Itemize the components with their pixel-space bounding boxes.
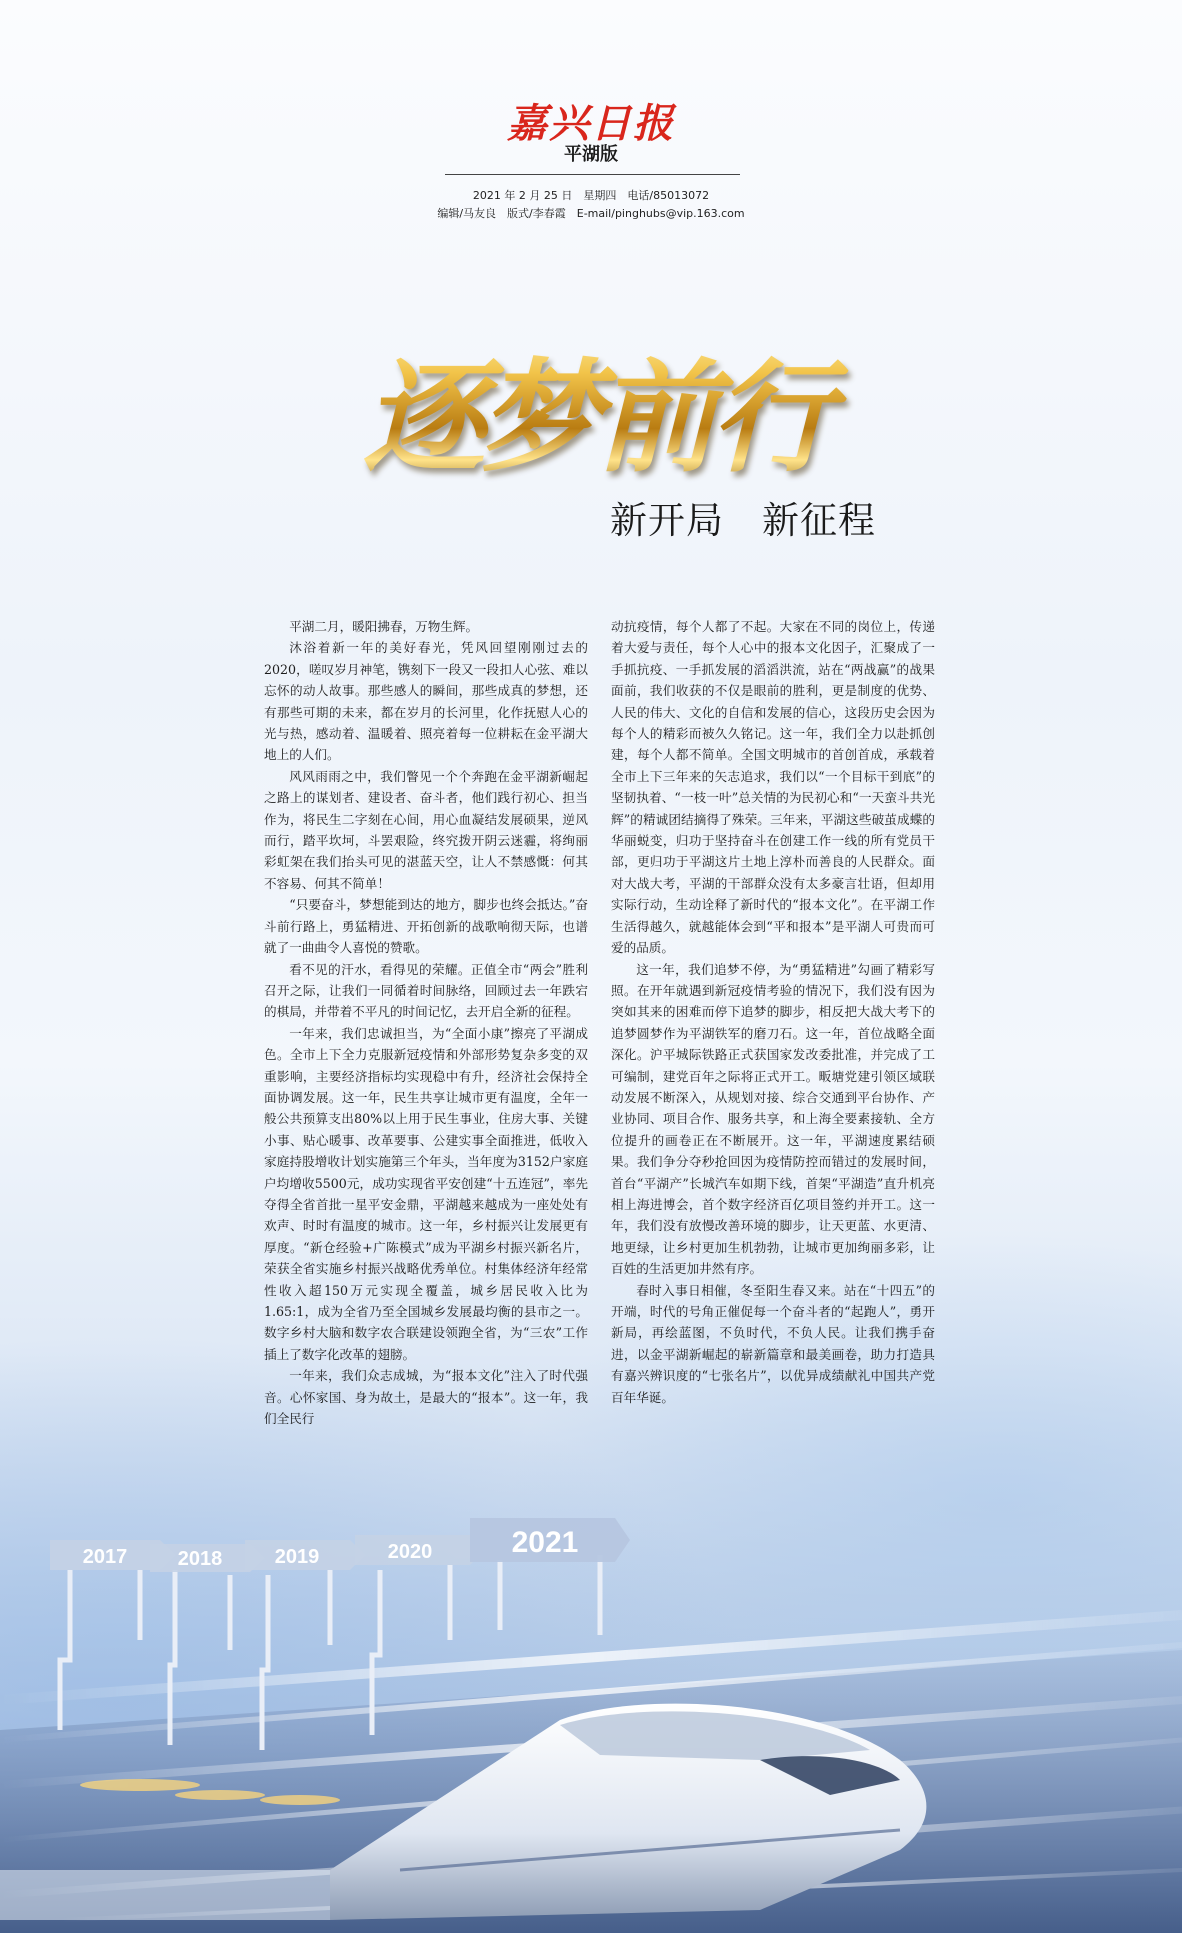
paragraph: 一年来，我们忠诚担当，为“全面小康”擦亮了平湖成色。全市上下全力克服新冠疫情和外部形势复杂多变的双重影响，主要经济指标均实现稳中有升，经济社会保持全面协调发展。这一年，民生共享让城市更有温度，全年一般公共预算支出80%以上用于民生事业，住房大事、关键小事、贴心暖事、改革要事、公建实事全面推进，低收入家庭持股增收计划实施第三个年头，当年度为3152户家庭户均增收5500元，成功实现省平安创建“十五连冠”，率先夺得全省首批一星平安金鼎，平湖越来越成为一座处处有欢声、时时有温度的城市。这一年，乡村振兴让发展更有厚度。“新仓经验+广陈模式”成为平湖乡村振兴新名片，荣获全省实施乡村振兴战略优秀单位。村集体经济年经常性收入超150万元实现全覆盖，城乡居民收入比为1.65:1，成为全省乃至全国城乡发展最均衡的县市之一。数字乡村大脑和数字农合联建设领跑全省，为“三农”工作插上了数字化改革的翅膀。 — [264, 1025, 588, 1362]
staff-line: 编辑/马友良 版式/李春霞 E-mail/pinghubs@vip.163.com — [437, 207, 745, 220]
paragraph: 这一年，我们追梦不停，为“勇猛精进”勾画了精彩写照。在开年就遇到新冠疫情考验的情况下，我们没有因为突如其来的困难而停下追梦的脚步，相反把大战大考下的追梦圆梦作为平湖铁军的磨刀石。这一年，首位战略全面深化。沪平城际铁路正式获国家发改委批准，并完成了工可编制，建党百年之际将正式开工。畈塘党建引领区域联动发展不断深入，从规划对接、综合交通到平台协作、产业协同、项目合作、服务共享，和上海全要素接轨、全方位提升的画卷正在不断展开。这一年，平湖速度累结硕果。我们争分夺秒抢回因为疫情防控而错过的发展时间，首台“平湖产”长城汽车如期下线，首架“平湖造”直升机亮相上海进博会，首个数字经济百亿项目签约并开工。这一年，我们没有放慢改善环境的脚步，让天更蓝、水更清、地更绿，让乡村更加生机勃勃，让城市更加绚丽多彩，让百姓的生活更加井然有序。 — [611, 961, 935, 1277]
paragraph: 春时入事日相催，冬至阳生春又来。站在“十四五”的开端，时代的号角正催促每一个奋斗者的“起跑人”，勇开新局，再绘蓝图，不负时代，不负人民。让我们携手奋进，以金平湖新崛起的崭新篇章和最美画卷，助力打造具有嘉兴辨识度的“七张名片”，以优异成绩献礼中国共产党百年华诞。 — [611, 1282, 935, 1405]
paragraph: 动抗疫情，每个人都了不起。大家在不同的岗位上，传递着大爱与责任，每个人心中的报本文化因子，汇聚成了一手抓抗疫、一手抓发展的滔滔洪流，站在“两战赢”的战果面前，我们收获的不仅是眼前的胜利，更是制度的优势、人民的伟大、文化的自信和发展的信心，这段历史会因为每个人的精彩而被久久铭记。这一年，我们全力以赴抓创建，每个人都不简单。全国文明城市的首创首成，承载着全市上下三年来的矢志追求，我们以“一个目标干到底”的坚韧执着、“一枝一叶”总关情的为民初心和“一天蛮斗共光辉”的精诚团结摘得了殊荣。三年来，平湖这些破茧成蝶的华丽蜕变，归功于坚持奋斗在创建工作一线的所有党员干部，更归功于平湖这片土地上淳朴而善良的人民群众。面对大战大考，平湖的干部群众没有太多豪言壮语，但却用实际行动，生动诠释了新时代的“报本文化”。在平湖工作生活得越久，就越能体会到“平和报本”是平湖人可贵而可爱的品质。 — [611, 619, 935, 956]
date-line: 2021 年 2 月 25 日 星期四 电话/85013072 — [472, 189, 710, 202]
newspaper-logo: 嘉兴日报 — [507, 100, 675, 147]
article-column-left — [264, 616, 588, 1429]
year-label: 2021 — [511, 1526, 579, 1559]
feature-headline-block — [285, 300, 905, 500]
feature-headline: 逐梦前行 — [285, 320, 905, 495]
paragraph: 沐浴着新一年的美好春光，凭风回望刚刚过去的2020，嗟叹岁月神笔，镌刻下一段又一段扣人心弦、难以忘怀的动人故事。那些感人的瞬间，那些成真的梦想，还有那些可期的未来，都在岁月的长河里，化作抚慰人心的光与热，感动着、温暖着、照亮着每一位耕耘在金平湖大地上的人们。 — [264, 640, 588, 763]
paragraph: 一年来，我们众志成城，为“报本文化”注入了时代强音。心怀家国、身为故土，是最大的“报本”。这一年，我们全民行 — [264, 1368, 588, 1427]
paragraph: 平湖二月，暖阳拂春，万物生辉。 — [289, 619, 479, 634]
masthead-divider — [445, 174, 740, 175]
edition-label: 平湖版 — [564, 144, 618, 165]
train-illustration — [0, 1400, 1182, 1933]
paragraph: “只要奋斗，梦想能到达的地方，脚步也终会抵达。”奋斗前行路上，勇猛精进、开拓创新的战歌响彻天际，也谱就了一曲曲令人喜悦的赞歌。 — [264, 897, 588, 956]
year-label: 2020 — [387, 1541, 433, 1563]
year-label: 2017 — [82, 1546, 128, 1568]
year-label: 2019 — [274, 1546, 320, 1568]
feature-subhead: 新开局 新征程 — [610, 499, 876, 542]
year-label: 2018 — [177, 1548, 223, 1570]
article-column-right — [611, 616, 935, 1408]
paragraph: 风风雨雨之中，我们瞥见一个个奔跑在金平湖新崛起之路上的谋划者、建设者、奋斗者，他们践行初心、担当作为，将民生二字刻在心间，用心血凝结发展硕果，逆风而行，踏平坎坷，斗罢艰险，终究拨开阴云迷霾，将绚丽彩虹架在我们抬头可见的湛蓝天空，让人不禁感慨：何其不容易、何其不简单！ — [264, 768, 588, 891]
paragraph: 看不见的汗水，看得见的荣耀。正值全市“两会”胜利召开之际，让我们一同循着时间脉络，回顾过去一年跌宕的棋局，并带着不平凡的时间记忆，去开启全新的征程。 — [264, 961, 588, 1020]
